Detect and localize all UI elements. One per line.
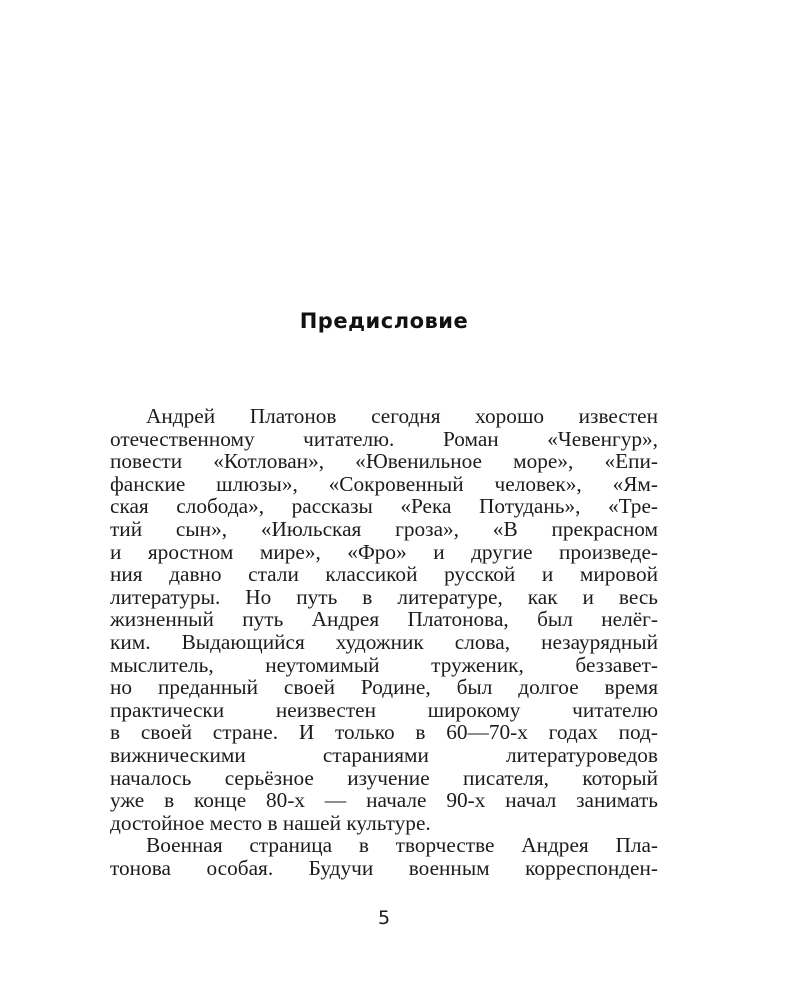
text-line: в своей стране. И только в 60—70-х годах под- — [110, 720, 658, 745]
page-number: 5 — [377, 907, 391, 929]
text-line: литературы. Но путь в литературе, как и весь — [110, 584, 658, 609]
text-line: Андрей Платонов сегодня хорошо известен — [146, 404, 658, 428]
text-line: и яростном мире», «Фро» и другие произведе- — [110, 539, 658, 564]
text-line: тонова особая. Будучи военным корреспонден- — [110, 855, 658, 880]
page-title: Предисловие — [299, 309, 469, 333]
text-line: практически неизвестен широкому читателю — [110, 697, 658, 722]
text-line: достойное место в нашей культуре. — [110, 810, 431, 835]
text-line: ким. Выдающийся художник слова, незаурядный — [110, 629, 658, 654]
text-line: повести «Котлован», «Ювенильное море», «Епи- — [110, 449, 658, 474]
preface-text — [110, 405, 658, 879]
text-line: Военная страница в творчестве Андрея Пла- — [146, 833, 658, 858]
text-line: ская слобода», рассказы «Река Потудань», «Тре- — [110, 494, 658, 519]
text-line: жизненный путь Андрея Платонова, был нелёг- — [110, 607, 658, 632]
text-line: мыслитель, неутомимый труженик, беззавет- — [110, 652, 658, 677]
text-line: вижническими стараниями литературоведов — [110, 742, 658, 767]
text-line: но преданный своей Родине, был долгое время — [110, 675, 658, 700]
text-line: уже в конце 80-х — начале 90-х начал занимать — [110, 788, 658, 813]
text-line: ния давно стали классикой русской и мировой — [110, 562, 658, 587]
text-line: фанские шлюзы», «Сокровенный человек», «Ям- — [110, 471, 658, 496]
text-line: отечественному читателю. Роман «Чевенгур», — [110, 426, 658, 451]
text-line: началось серьёзное изучение писателя, который — [110, 765, 658, 790]
text-line: тий сын», «Июльская гроза», «В прекрасном — [110, 516, 658, 541]
